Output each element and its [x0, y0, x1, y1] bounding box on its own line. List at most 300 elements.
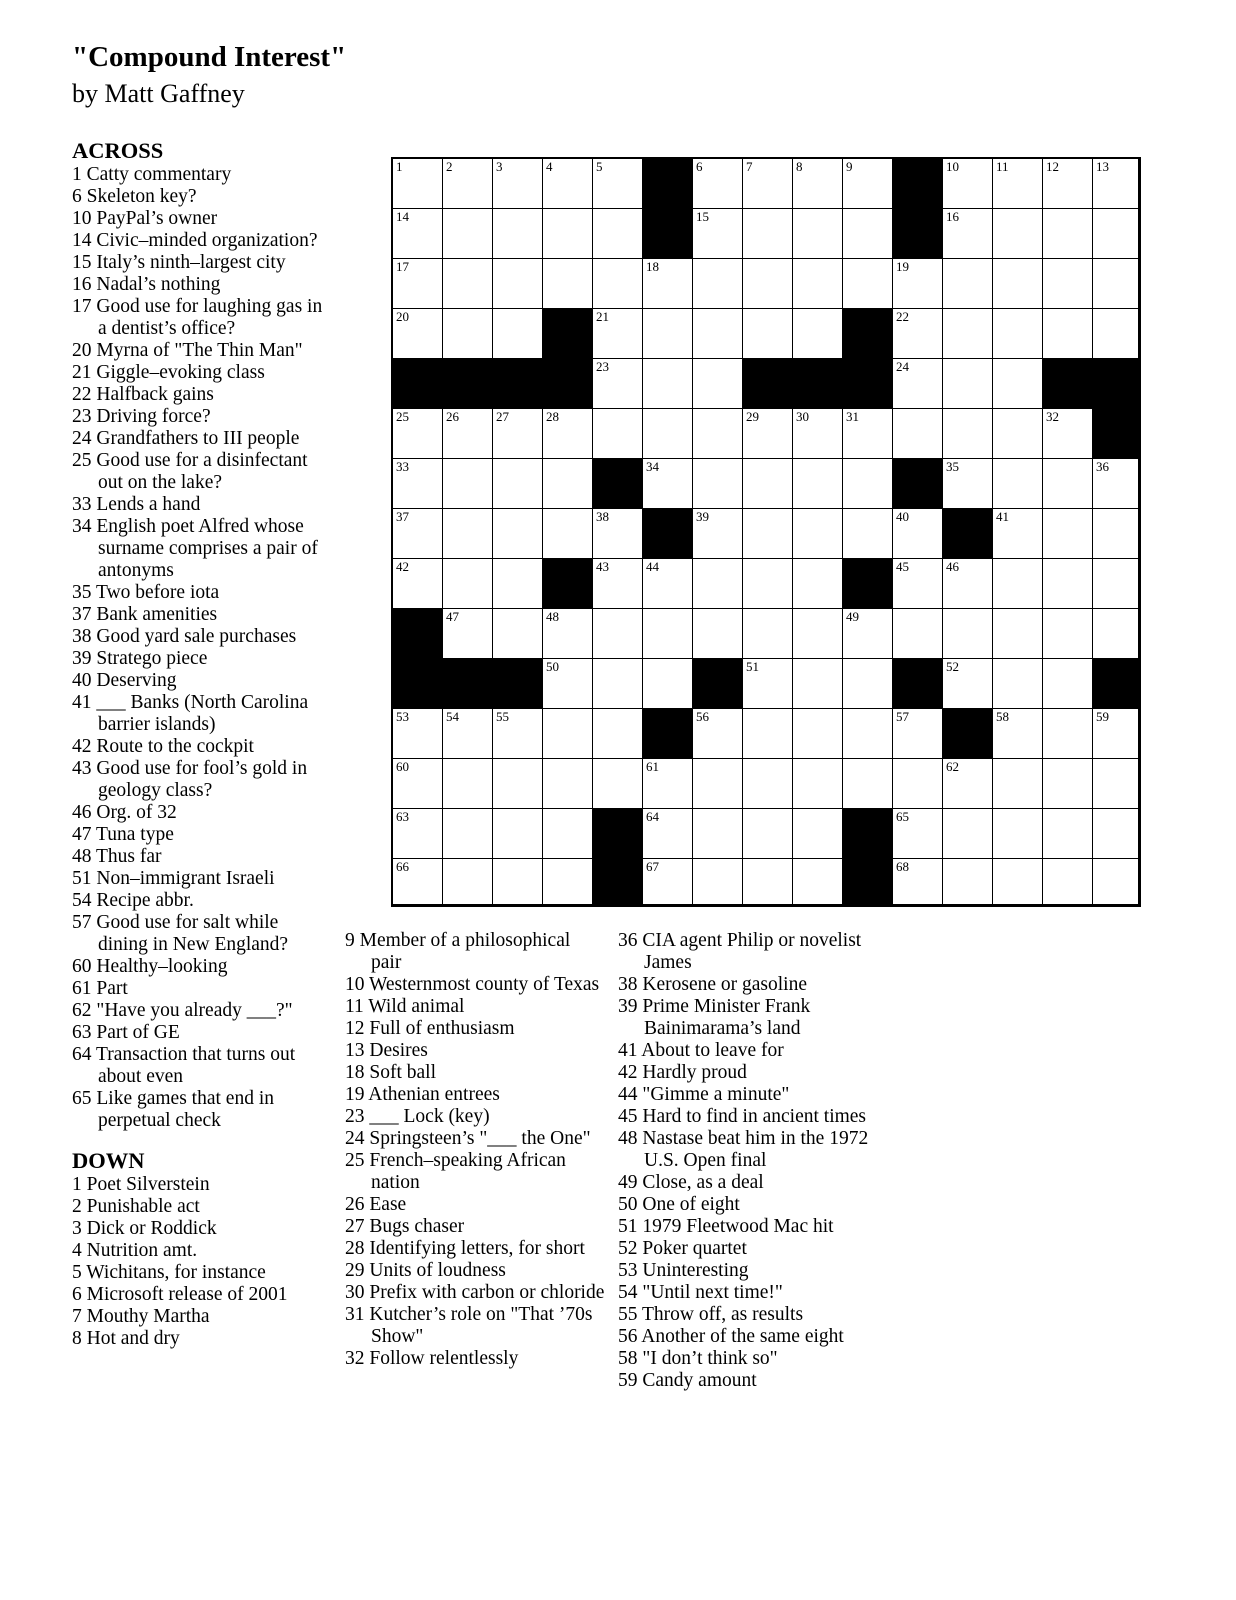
grid-cell[interactable]	[992, 208, 1043, 259]
grid-cell[interactable]	[542, 158, 593, 209]
across-clue-33: 33 Lends a hand	[72, 494, 201, 515]
down-clue-23: 23 ___ Lock (key)	[345, 1106, 490, 1127]
grid-cell[interactable]	[842, 208, 893, 259]
grid-cell[interactable]	[792, 858, 843, 905]
grid-cell[interactable]	[392, 308, 443, 359]
cell-number: 59	[1096, 709, 1109, 724]
grid-cell[interactable]	[492, 758, 543, 809]
grid-cell[interactable]	[892, 508, 943, 559]
grid-cell[interactable]	[792, 158, 843, 209]
grid-cell[interactable]	[692, 458, 743, 509]
grid-cell[interactable]	[892, 558, 943, 609]
across-clue-64: 64 Transaction that turns out about even	[72, 1044, 296, 1087]
grid-cell[interactable]	[1092, 808, 1139, 859]
puzzle-byline: by Matt Gaffney	[72, 79, 245, 108]
grid-cell[interactable]	[942, 308, 993, 359]
puzzle-title: "Compound Interest"	[72, 41, 347, 73]
grid-cell[interactable]	[1042, 758, 1093, 809]
cell-number: 57	[896, 709, 909, 724]
grid-cell[interactable]	[642, 758, 693, 809]
down-clue-48: 48 Nastase beat him in the 1972 U.S. Open final	[618, 1128, 869, 1171]
grid-cell[interactable]	[842, 158, 893, 209]
grid-cell[interactable]	[442, 508, 493, 559]
grid-cell[interactable]	[442, 408, 493, 459]
grid-block	[592, 458, 643, 509]
grid-cell[interactable]	[542, 208, 593, 259]
grid-cell[interactable]	[492, 858, 543, 905]
grid-cell[interactable]	[642, 608, 693, 659]
grid-cell[interactable]	[492, 458, 543, 509]
grid-cell[interactable]	[1092, 458, 1139, 509]
grid-cell[interactable]	[742, 308, 793, 359]
grid-block	[392, 658, 443, 709]
grid-cell[interactable]	[942, 158, 993, 209]
cell-number: 43	[596, 559, 609, 574]
grid-cell[interactable]	[442, 458, 493, 509]
cell-number: 21	[596, 309, 609, 324]
grid-cell[interactable]	[742, 458, 793, 509]
grid-cell[interactable]	[992, 608, 1043, 659]
grid-cell[interactable]	[392, 258, 443, 309]
grid-cell[interactable]	[492, 508, 543, 559]
grid-cell[interactable]	[792, 458, 843, 509]
cell-number: 25	[396, 409, 409, 424]
cell-number: 18	[646, 259, 659, 274]
grid-block	[542, 308, 593, 359]
grid-cell[interactable]	[842, 608, 893, 659]
across-clue-list	[72, 164, 332, 1132]
down-clue-2: 2 Punishable act	[72, 1196, 200, 1217]
grid-cell[interactable]	[892, 608, 943, 659]
grid-cell[interactable]	[442, 158, 493, 209]
grid-cell[interactable]	[992, 658, 1043, 709]
grid-cell[interactable]	[492, 158, 543, 209]
grid-cell[interactable]	[542, 258, 593, 309]
cell-number: 7	[746, 159, 753, 174]
grid-cell[interactable]	[1042, 408, 1093, 459]
grid-cell[interactable]	[942, 758, 993, 809]
grid-cell[interactable]	[1092, 608, 1139, 659]
cell-number: 35	[946, 459, 959, 474]
grid-cell[interactable]	[992, 708, 1043, 759]
grid-cell[interactable]	[392, 458, 443, 509]
grid-cell[interactable]	[542, 608, 593, 659]
grid-block	[842, 558, 893, 609]
down-clue-9: 9 Member of a philosophical pair	[345, 930, 571, 973]
grid-cell[interactable]	[1042, 608, 1093, 659]
grid-cell[interactable]	[492, 208, 543, 259]
grid-cell[interactable]	[592, 308, 643, 359]
cell-number: 41	[996, 509, 1009, 524]
grid-cell[interactable]	[642, 658, 693, 709]
grid-cell[interactable]	[842, 458, 893, 509]
cell-number: 24	[896, 359, 909, 374]
cell-number: 23	[596, 359, 609, 374]
across-clue-16: 16 Nadal’s nothing	[72, 274, 221, 295]
grid-cell[interactable]	[842, 408, 893, 459]
grid-cell[interactable]	[492, 708, 543, 759]
grid-cell[interactable]	[492, 258, 543, 309]
grid-cell[interactable]	[392, 808, 443, 859]
grid-cell[interactable]	[692, 158, 743, 209]
grid-cell[interactable]	[642, 258, 693, 309]
cell-number: 16	[946, 209, 959, 224]
grid-cell[interactable]	[592, 208, 643, 259]
grid-block	[1042, 358, 1093, 409]
grid-cell[interactable]	[592, 408, 643, 459]
across-clue-15: 15 Italy’s ninth–largest city	[72, 252, 286, 273]
grid-cell[interactable]	[592, 508, 643, 559]
grid-cell[interactable]	[542, 658, 593, 709]
cell-number: 65	[896, 809, 909, 824]
grid-cell[interactable]	[542, 808, 593, 859]
grid-cell[interactable]	[742, 758, 793, 809]
down-clue-5: 5 Wichitans, for instance	[72, 1262, 266, 1283]
grid-cell[interactable]	[592, 758, 643, 809]
across-clue-21: 21 Giggle–evoking class	[72, 362, 265, 383]
grid-cell[interactable]	[792, 408, 843, 459]
grid-block	[492, 358, 543, 409]
grid-cell[interactable]	[692, 708, 743, 759]
down-clue-59: 59 Candy amount	[618, 1370, 757, 1391]
grid-cell[interactable]	[842, 258, 893, 309]
grid-cell[interactable]	[992, 308, 1043, 359]
down-clue-55: 55 Throw off, as results	[618, 1304, 804, 1325]
grid-block	[742, 358, 793, 409]
grid-cell[interactable]	[842, 508, 893, 559]
grid-cell[interactable]	[1042, 258, 1093, 309]
grid-cell[interactable]	[892, 258, 943, 309]
grid-cell[interactable]	[1092, 758, 1139, 809]
grid-cell[interactable]	[492, 408, 543, 459]
grid-cell[interactable]	[492, 808, 543, 859]
cell-number: 52	[946, 659, 959, 674]
grid-cell[interactable]	[892, 858, 943, 905]
down-clue-30: 30 Prefix with carbon or chloride	[345, 1282, 605, 1303]
grid-cell[interactable]	[542, 408, 593, 459]
grid-cell[interactable]	[792, 758, 843, 809]
grid-cell[interactable]	[742, 258, 793, 309]
down-clue-6: 6 Microsoft release of 2001	[72, 1284, 288, 1305]
across-heading: ACROSS	[72, 138, 164, 163]
grid-cell[interactable]	[792, 708, 843, 759]
grid-cell[interactable]	[942, 258, 993, 309]
grid-cell[interactable]	[992, 458, 1043, 509]
grid-block	[392, 358, 443, 409]
down-clue-1: 1 Poet Silverstein	[72, 1174, 210, 1195]
grid-block	[842, 808, 893, 859]
grid-cell[interactable]	[942, 458, 993, 509]
grid-cell[interactable]	[942, 208, 993, 259]
grid-cell[interactable]	[1092, 308, 1139, 359]
across-clue-25: 25 Good use for a disinfectant out on the lake?	[72, 450, 308, 493]
grid-cell[interactable]	[942, 408, 993, 459]
cell-number: 48	[546, 609, 559, 624]
grid-block	[892, 658, 943, 709]
grid-cell[interactable]	[742, 858, 793, 905]
cell-number: 54	[446, 709, 459, 724]
grid-cell[interactable]	[1042, 808, 1093, 859]
grid-cell[interactable]	[542, 708, 593, 759]
grid-cell[interactable]	[1042, 158, 1093, 209]
grid-cell[interactable]	[442, 308, 493, 359]
grid-cell[interactable]	[742, 508, 793, 559]
grid-block	[592, 808, 643, 859]
across-clue-20: 20 Myrna of "The Thin Man"	[72, 340, 303, 361]
grid-cell[interactable]	[792, 258, 843, 309]
grid-cell[interactable]	[692, 758, 743, 809]
grid-cell[interactable]	[942, 558, 993, 609]
grid-cell[interactable]	[592, 608, 643, 659]
grid-cell[interactable]	[1092, 858, 1139, 905]
grid-cell[interactable]	[892, 708, 943, 759]
grid-cell[interactable]	[392, 408, 443, 459]
grid-cell[interactable]	[692, 408, 743, 459]
grid-cell[interactable]	[1042, 658, 1093, 709]
down-clue-list-part-2	[345, 930, 605, 1370]
grid-cell[interactable]	[992, 758, 1043, 809]
grid-cell[interactable]	[542, 508, 593, 559]
grid-block	[1092, 408, 1139, 459]
cell-number: 12	[1046, 159, 1059, 174]
grid-cell[interactable]	[442, 708, 493, 759]
grid-cell[interactable]	[942, 658, 993, 709]
grid-cell[interactable]	[1042, 558, 1093, 609]
grid-cell[interactable]	[942, 858, 993, 905]
down-clue-10: 10 Westernmost county of Texas	[345, 974, 600, 995]
grid-cell[interactable]	[992, 508, 1043, 559]
grid-cell[interactable]	[992, 858, 1043, 905]
grid-cell[interactable]	[442, 808, 493, 859]
grid-cell[interactable]	[492, 308, 543, 359]
grid-cell[interactable]	[642, 808, 693, 859]
grid-cell[interactable]	[1092, 158, 1139, 209]
grid-cell[interactable]	[442, 558, 493, 609]
grid-cell[interactable]	[892, 408, 943, 459]
cell-number: 14	[396, 209, 409, 224]
grid-cell[interactable]	[942, 608, 993, 659]
grid-block	[492, 658, 543, 709]
cell-number: 30	[796, 409, 809, 424]
grid-cell[interactable]	[542, 858, 593, 905]
cell-number: 45	[896, 559, 909, 574]
grid-cell[interactable]	[642, 858, 693, 905]
down-heading: DOWN	[72, 1148, 145, 1173]
grid-cell[interactable]	[1092, 558, 1139, 609]
grid-cell[interactable]	[692, 508, 743, 559]
grid-cell[interactable]	[1042, 858, 1093, 905]
grid-cell[interactable]	[842, 758, 893, 809]
down-clue-53: 53 Uninteresting	[618, 1260, 749, 1281]
across-clue-48: 48 Thus far	[72, 846, 162, 867]
grid-cell[interactable]	[442, 258, 493, 309]
grid-cell[interactable]	[442, 208, 493, 259]
grid-cell[interactable]	[592, 258, 643, 309]
clues-column-2	[345, 930, 605, 1370]
down-clue-29: 29 Units of loudness	[345, 1260, 506, 1281]
grid-cell[interactable]	[1042, 208, 1093, 259]
grid-block	[592, 858, 643, 905]
grid-cell[interactable]	[692, 608, 743, 659]
grid-cell[interactable]	[692, 358, 743, 409]
grid-cell[interactable]	[692, 208, 743, 259]
grid-cell[interactable]	[692, 808, 743, 859]
grid-cell[interactable]	[1092, 208, 1139, 259]
grid-block	[942, 508, 993, 559]
clues-column-3	[618, 930, 878, 1392]
cell-number: 19	[896, 259, 909, 274]
grid-cell[interactable]	[442, 758, 493, 809]
grid-cell[interactable]	[642, 308, 693, 359]
grid-block	[842, 858, 893, 905]
grid-cell[interactable]	[792, 508, 843, 559]
grid-block	[942, 708, 993, 759]
grid-cell[interactable]	[1042, 508, 1093, 559]
grid-cell[interactable]	[992, 808, 1043, 859]
grid-cell[interactable]	[542, 458, 593, 509]
grid-cell[interactable]	[692, 858, 743, 905]
grid-cell[interactable]	[742, 708, 793, 759]
down-clue-list-part-3	[618, 930, 878, 1392]
grid-cell[interactable]	[742, 608, 793, 659]
across-clue-1: 1 Catty commentary	[72, 164, 232, 185]
grid-cell[interactable]	[392, 558, 443, 609]
down-clue-26: 26 Ease	[345, 1194, 407, 1215]
grid-cell[interactable]	[742, 658, 793, 709]
cell-number: 47	[446, 609, 459, 624]
grid-cell[interactable]	[792, 808, 843, 859]
across-clue-43: 43 Good use for fool’s gold in geology class?	[72, 758, 308, 801]
grid-cell[interactable]	[742, 408, 793, 459]
across-clue-65: 65 Like games that end in perpetual check	[72, 1088, 274, 1131]
grid-cell[interactable]	[492, 558, 543, 609]
down-clue-38: 38 Kerosene or gasoline	[618, 974, 807, 995]
grid-cell[interactable]	[992, 358, 1043, 409]
down-clue-12: 12 Full of enthusiasm	[345, 1018, 515, 1039]
grid-cell[interactable]	[392, 708, 443, 759]
down-clue-31: 31 Kutcher’s role on "That ’70s Show"	[345, 1304, 593, 1347]
down-clue-39: 39 Prime Minister Frank Bainimarama’s land	[618, 996, 811, 1039]
cell-number: 10	[946, 159, 959, 174]
grid-cell[interactable]	[992, 258, 1043, 309]
grid-block	[842, 358, 893, 409]
grid-cell[interactable]	[892, 358, 943, 409]
grid-cell[interactable]	[392, 858, 443, 905]
grid-cell[interactable]	[642, 408, 693, 459]
grid-cell[interactable]	[1042, 708, 1093, 759]
grid-cell[interactable]	[742, 158, 793, 209]
grid-cell[interactable]	[642, 458, 693, 509]
grid-cell[interactable]	[392, 508, 443, 559]
across-clue-57: 57 Good use for salt while dining in New England?	[72, 912, 289, 955]
grid-cell[interactable]	[1092, 708, 1139, 759]
across-clue-6: 6 Skeleton key?	[72, 186, 197, 207]
grid-block	[842, 308, 893, 359]
grid-cell[interactable]	[892, 808, 943, 859]
grid-cell[interactable]	[392, 758, 443, 809]
down-clue-28: 28 Identifying letters, for short	[345, 1238, 585, 1259]
across-clue-47: 47 Tuna type	[72, 824, 174, 845]
down-clue-25: 25 French–speaking African nation	[345, 1150, 566, 1193]
across-clue-23: 23 Driving force?	[72, 406, 211, 427]
grid-cell[interactable]	[492, 608, 543, 659]
cell-number: 62	[946, 759, 959, 774]
down-clue-32: 32 Follow relentlessly	[345, 1348, 519, 1369]
grid-cell[interactable]	[392, 208, 443, 259]
grid-cell[interactable]	[792, 608, 843, 659]
grid-cell[interactable]	[442, 608, 493, 659]
across-clue-17: 17 Good use for laughing gas in a dentist’s office?	[72, 296, 323, 339]
grid-cell[interactable]	[542, 758, 593, 809]
cell-number: 26	[446, 409, 459, 424]
grid-cell[interactable]	[842, 658, 893, 709]
cell-number: 2	[446, 159, 453, 174]
grid-cell[interactable]	[392, 158, 443, 209]
grid-cell[interactable]	[592, 358, 643, 409]
grid-block	[442, 358, 493, 409]
grid-cell[interactable]	[742, 808, 793, 859]
grid-cell[interactable]	[992, 408, 1043, 459]
down-clue-58: 58 "I don’t think so"	[618, 1348, 778, 1369]
grid-cell[interactable]	[792, 208, 843, 259]
grid-cell[interactable]	[792, 658, 843, 709]
grid-cell[interactable]	[792, 558, 843, 609]
down-clue-24: 24 Springsteen’s "___ the One"	[345, 1128, 591, 1149]
cell-number: 34	[646, 459, 659, 474]
cell-number: 9	[846, 159, 853, 174]
grid-cell[interactable]	[1042, 308, 1093, 359]
cell-number: 20	[396, 309, 409, 324]
grid-cell[interactable]	[942, 808, 993, 859]
grid-cell[interactable]	[692, 258, 743, 309]
grid-block	[892, 158, 943, 209]
grid-cell[interactable]	[942, 358, 993, 409]
grid-cell[interactable]	[742, 208, 793, 259]
grid-cell[interactable]	[442, 858, 493, 905]
across-clue-22: 22 Halfback gains	[72, 384, 214, 405]
grid-cell[interactable]	[992, 158, 1043, 209]
grid-cell[interactable]	[592, 158, 643, 209]
grid-cell[interactable]	[592, 658, 643, 709]
cell-number: 8	[796, 159, 803, 174]
grid-cell[interactable]	[1092, 258, 1139, 309]
cell-number: 60	[396, 759, 409, 774]
grid-cell[interactable]	[642, 358, 693, 409]
across-clue-46: 46 Org. of 32	[72, 802, 177, 823]
cell-number: 55	[496, 709, 509, 724]
grid-cell[interactable]	[692, 558, 743, 609]
cell-number: 39	[696, 509, 709, 524]
grid-cell[interactable]	[592, 558, 643, 609]
down-clue-18: 18 Soft ball	[345, 1062, 436, 1083]
grid-cell[interactable]	[992, 558, 1043, 609]
grid-cell[interactable]	[892, 758, 943, 809]
grid-cell[interactable]	[1092, 508, 1139, 559]
grid-cell[interactable]	[1042, 458, 1093, 509]
grid-cell[interactable]	[792, 308, 843, 359]
grid-block	[542, 358, 593, 409]
grid-cell[interactable]	[892, 308, 943, 359]
clues-column-1	[72, 138, 332, 1350]
across-clue-38: 38 Good yard sale purchases	[72, 626, 297, 647]
down-clue-42: 42 Hardly proud	[618, 1062, 747, 1083]
grid-cell[interactable]	[842, 708, 893, 759]
grid-cell[interactable]	[642, 558, 693, 609]
grid-cell[interactable]	[742, 558, 793, 609]
down-clue-13: 13 Desires	[345, 1040, 428, 1061]
grid-cell[interactable]	[592, 708, 643, 759]
grid-cell[interactable]	[692, 308, 743, 359]
